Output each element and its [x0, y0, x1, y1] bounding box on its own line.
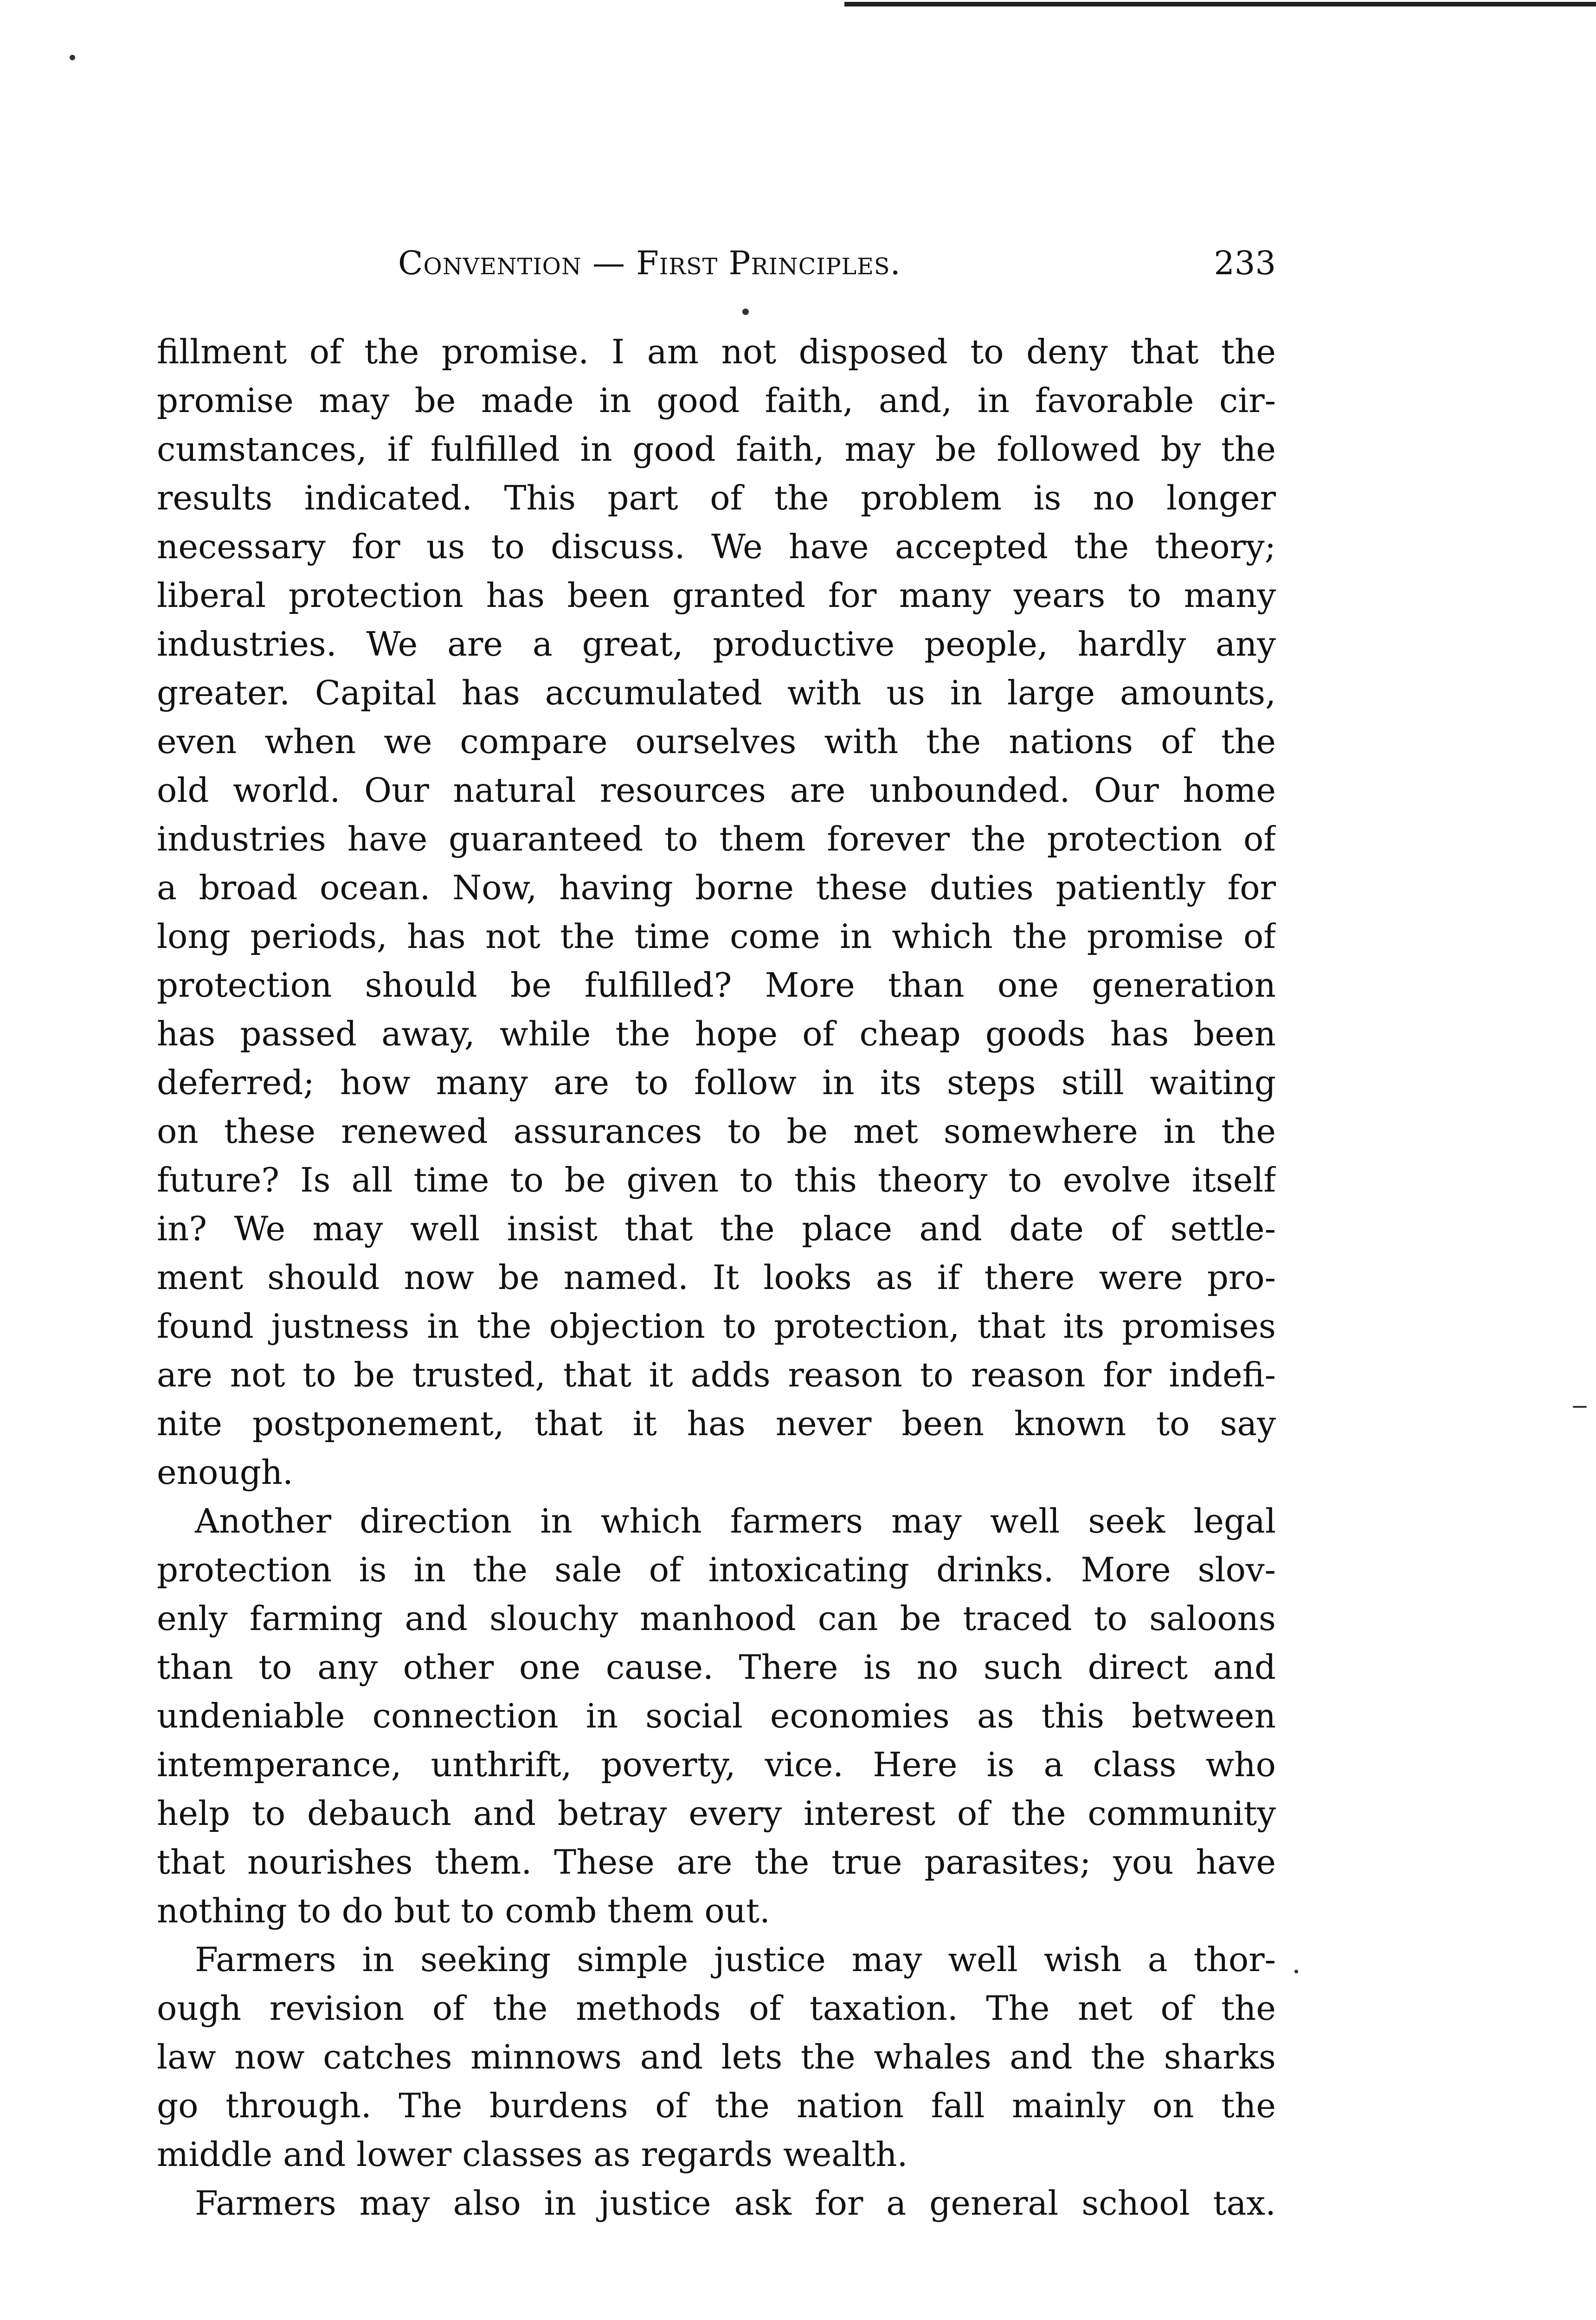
- text-line: old world. Our natural resources are unbounded. Our home: [157, 771, 1276, 810]
- paragraph: [157, 1935, 1276, 2179]
- text-line: are not to be trusted, that it adds reason to reason for indefi-: [157, 1355, 1276, 1394]
- text-line: future? Is all time to be given to this theory to evolve itself: [157, 1160, 1276, 1199]
- text-line: found justness in the objection to protection, that its promises: [157, 1307, 1276, 1346]
- text-line: nothing to do but to comb them out.: [157, 1891, 770, 1930]
- text-line: Farmers in seeking simple justice may well wish a thor-: [195, 1940, 1276, 1979]
- text-line: Another direction in which farmers may well seek legal: [195, 1502, 1276, 1540]
- text-line: help to debauch and betray every interest of the community: [157, 1794, 1276, 1833]
- text-line: in? We may well insist that the place and date of settle-: [157, 1209, 1276, 1248]
- text-line: industries. We are a great, productive people, hardly any: [157, 625, 1276, 664]
- text-line: protection is in the sale of intoxicating drinks. More slov-: [157, 1550, 1276, 1589]
- text-line: protection should be fulfilled? More than one generation: [157, 966, 1276, 1005]
- text-line: middle and lower classes as regards wealth.: [157, 2135, 908, 2174]
- text-line: ough revision of the methods of taxation. The net of the: [157, 1989, 1276, 2028]
- text-line: that nourishes them. These are the true parasites; you have: [157, 1843, 1276, 1882]
- text-line: has passed away, while the hope of cheap goods has been: [157, 1014, 1276, 1053]
- text-line: a broad ocean. Now, having borne these duties patiently for: [157, 868, 1276, 907]
- text-line: than to any other one cause. There is no such direct and: [157, 1648, 1276, 1687]
- text-line: necessary for us to discuss. We have accepted the theory;: [157, 527, 1276, 566]
- body-text: [157, 328, 1276, 2228]
- text-line: nite postponement, that it has never been known to say: [157, 1404, 1276, 1443]
- text-line: liberal protection has been granted for many years to many: [157, 576, 1276, 615]
- text-line: long periods, has not the time come in which the promise of: [157, 917, 1276, 956]
- paragraph: [157, 328, 1276, 1497]
- running-head: Convention — First Principles.: [398, 244, 901, 282]
- text-line: industries have guaranteed to them forever the protection of: [157, 819, 1276, 858]
- scan-speck: [1573, 1406, 1587, 1408]
- text-line: enly farming and slouchy manhood can be traced to saloons: [157, 1599, 1276, 1638]
- scan-speck: [1294, 1970, 1298, 1973]
- text-line: greater. Capital has accumulated with us in large amounts,: [157, 673, 1276, 712]
- text-line: law now catches minnows and lets the whales and the sharks: [157, 2037, 1276, 2076]
- text-line: fillment of the promise. I am not disposed to deny that the: [157, 332, 1276, 371]
- scan-speck: [742, 309, 749, 315]
- paragraph: [157, 1497, 1276, 1935]
- text-line: Farmers may also in justice ask for a general school tax.: [195, 2184, 1276, 2223]
- text-line: cumstances, if fulfilled in good faith, may be followed by the: [157, 430, 1276, 469]
- text-line: even when we compare ourselves with the nations of the: [157, 722, 1276, 761]
- text-line: undeniable connection in social economies as this between: [157, 1696, 1276, 1735]
- scan-edge-top: [844, 2, 1596, 6]
- text-line: go through. The burdens of the nation fall mainly on the: [157, 2086, 1276, 2125]
- text-line: on these renewed assurances to be met somewhere in the: [157, 1112, 1276, 1151]
- paragraph: [157, 2179, 1276, 2228]
- text-line: promise may be made in good faith, and, in favorable cir-: [157, 381, 1276, 420]
- page-number: 233: [1214, 244, 1276, 282]
- text-line: ment should now be named. It looks as if there were pro-: [157, 1258, 1276, 1297]
- scan-speck: [70, 55, 75, 60]
- text-line: intemperance, unthrift, poverty, vice. Here is a class who: [157, 1745, 1276, 1784]
- text-line: deferred; how many are to follow in its steps still waiting: [157, 1063, 1276, 1102]
- text-line: results indicated. This part of the problem is no longer: [157, 478, 1276, 517]
- text-line: enough.: [157, 1453, 294, 1492]
